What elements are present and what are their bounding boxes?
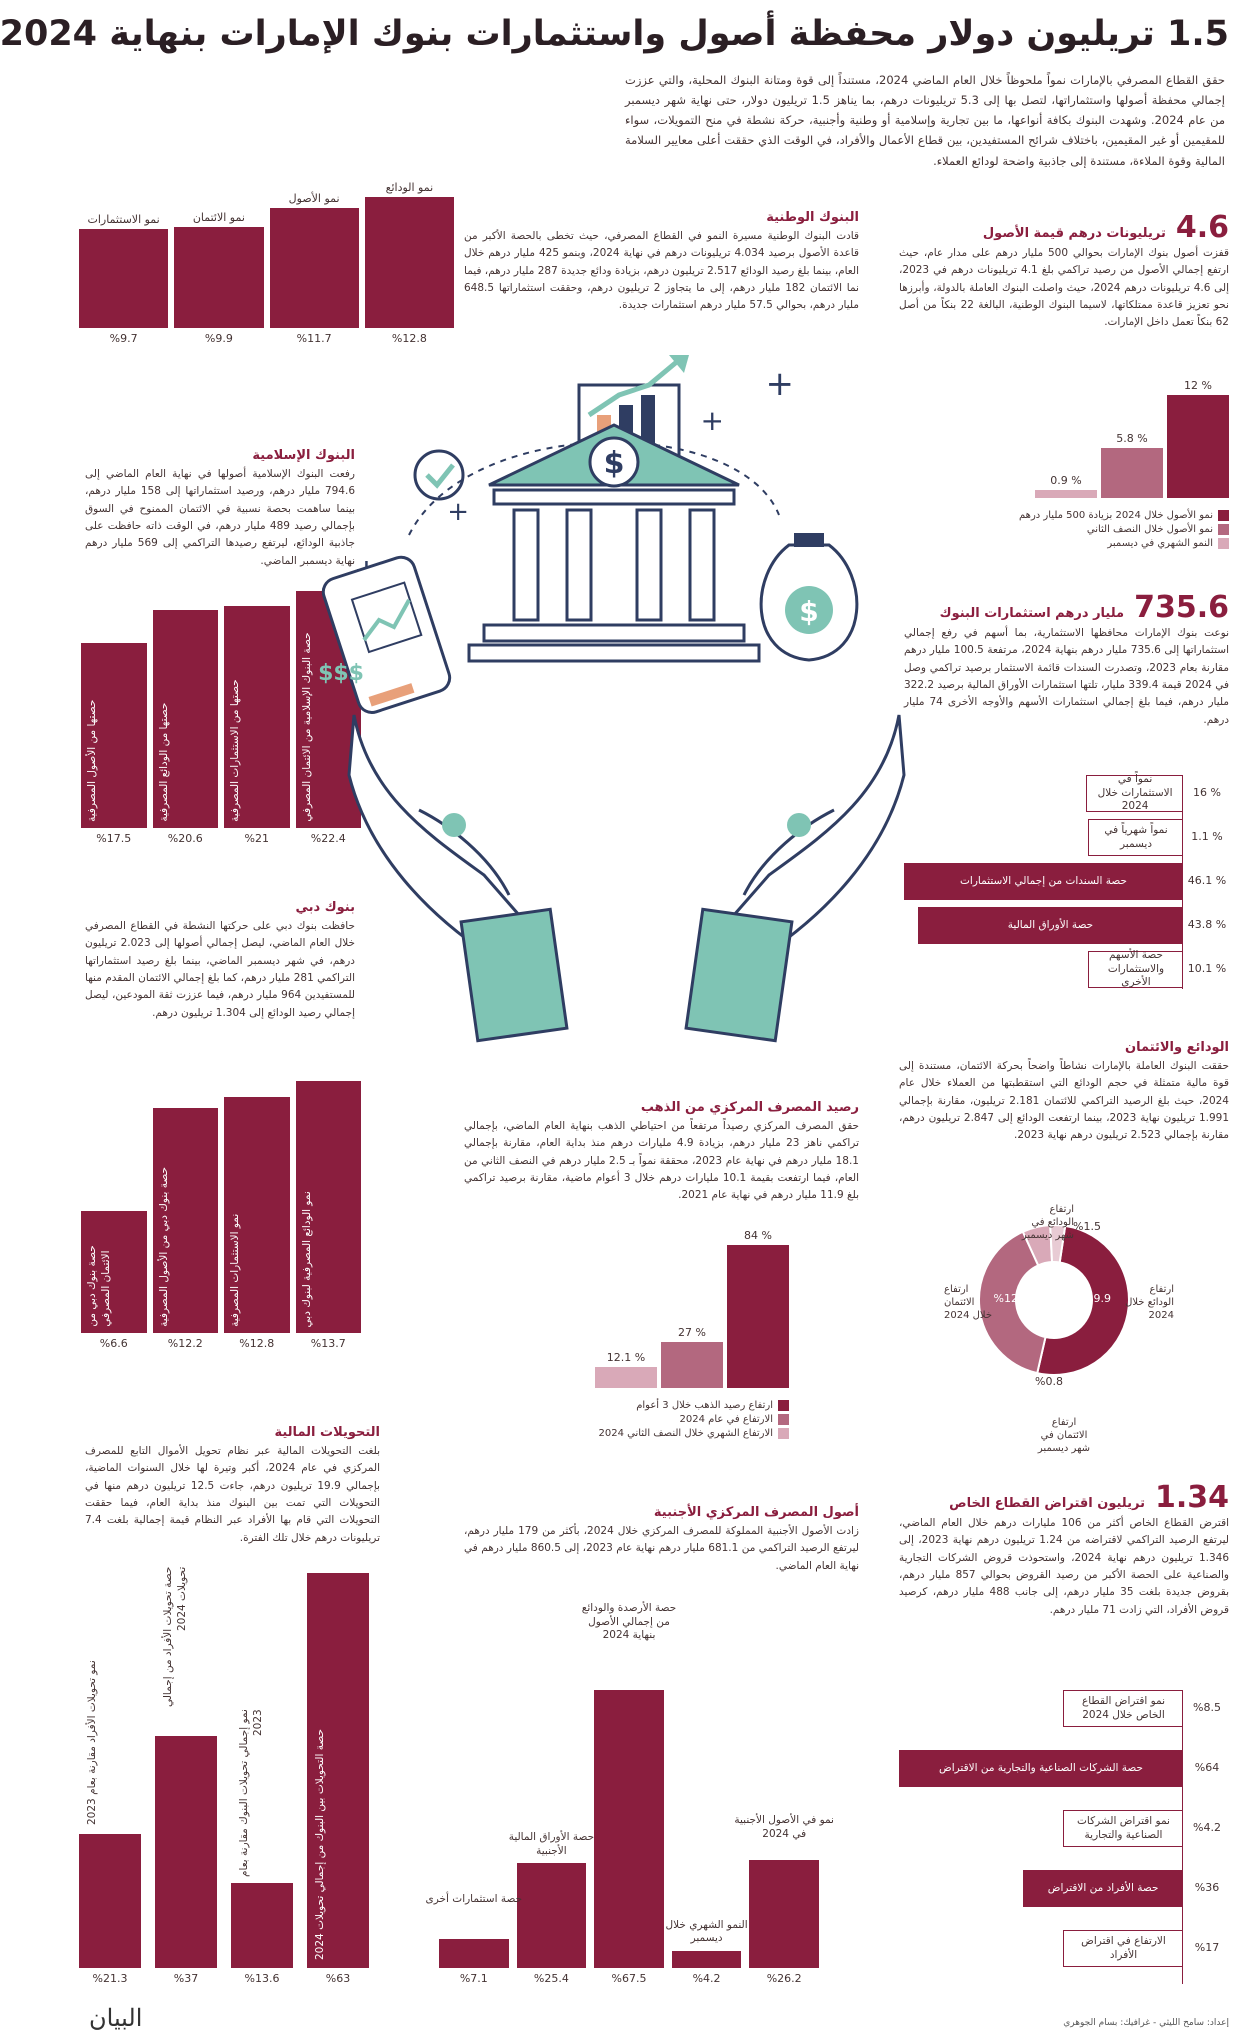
bar-value-label: % 1.1 <box>1191 830 1223 843</box>
bar-category-label: حصتها من الاستثمارات المصرفية <box>229 679 241 822</box>
bar-value-label: %12.8 <box>239 1337 275 1350</box>
bar-value-label: %9.9 <box>204 332 233 345</box>
legend-item: الارتفاع في عام 2024 <box>539 1414 789 1425</box>
donut-value-label: %1.5 <box>1073 1220 1101 1233</box>
bar-value-label: % 43.8 <box>1187 918 1227 931</box>
chart-bar-outline: حصة الأسهم والاستثمارات الأخرى <box>1088 951 1183 988</box>
bar-value-label: %20.6 <box>167 832 203 845</box>
chart-bar <box>365 197 454 328</box>
dubai-text: حافظت بنوك دبي على حركتها النشطة في القطاع المصرفي خلال العام الماضي، ليصل إجمالي أصولها إلى 2.023 تريليون درهم، في شهر ديسمبر الماضي، بينما بلغ رصيد استثماراتها التراكمي 281 مليار درهم، كما بلغ إجمالي الائتمان المقدم منها للمستفيدين 964 مليار درهم، فيما عززت ثقة المودعين، ليصل إجمالي رصيد الودائع إلى 1.304 تريليون درهم. <box>85 920 355 1019</box>
donut-category-label: ارتفاع الائتمان خلال 2024 <box>944 1284 993 1321</box>
svg-text:+: + <box>700 404 724 437</box>
islamic-text: رفعت البنوك الإسلامية أصولها في نهاية العام الماضي إلى 794.6 مليار درهم، ورصيد استثماراتها إلى 158 مليار درهم، بينما ساهمت بحصة نسبية في الائتمان الممنوح في السوق بإجمالي رصيد 489 مليار درهم، في الوقت ذاته حافظت على جاذبية الودائع، ليرتفع رصيدها التراكمي إلى 569 مليار درهم نهاية ديسمبر الماضي. <box>85 468 355 567</box>
bar-category-label: حصتها من الأصول المصرفية <box>86 699 98 822</box>
donut-value-label: %12.8 <box>993 1292 1029 1305</box>
assets-chart <box>899 375 1229 500</box>
chart-axis <box>1182 1690 1183 1984</box>
investments-section <box>904 590 1229 729</box>
assets-legend <box>899 510 1229 552</box>
private-chart <box>899 1690 1229 1990</box>
islamic-heading: البنوك الإسلامية <box>252 448 355 463</box>
chart-bar <box>595 1367 657 1388</box>
dubai-chart <box>81 1075 361 1355</box>
chart-bar-outline: نمو اقتراض الشركات الصناعية والتجارية <box>1063 1810 1183 1847</box>
national-chart <box>79 175 454 350</box>
bar-category-label: نمو إجمالي تحويلات البنوك مقارنة بعام 2023 <box>238 1708 265 1877</box>
svg-text:+: + <box>765 364 794 404</box>
bar-category-label: حصة تحويلات الأفراد من إجمالي تحويلات 2024 <box>162 1567 189 1708</box>
bar-value-label: %63 <box>325 1972 351 1985</box>
chart-axis <box>1182 775 1183 989</box>
donut-value-label: %0.8 <box>1035 1375 1063 1388</box>
gold-section <box>464 1100 859 1205</box>
gold-legend <box>539 1400 789 1442</box>
deposits-text: حققت البنوك العاملة بالإمارات نشاطاً واضحاً بحركة الائتمان، مستندة إلى قوة مالية متمثلة في حجم الودائع التي استقطبتها من العملاء خلال عام 2024، حيث بلغ الرصيد التراكمي للائتمان 2.181 تريليون، مقارنة بإجمالي 1.991 تريليون نهاية 2023، بينما ارتفعت الودائع إلى 2.847 تريليون درهم، مقارنة بإجمالي 2.523 تريليون درهم نهاية 2023. <box>899 1060 1229 1142</box>
chart-bar <box>517 1863 587 1968</box>
bar-value-label: %13.7 <box>310 1337 346 1350</box>
bar-value-label: % 5.8 <box>1116 432 1148 446</box>
chart-bar <box>661 1342 723 1388</box>
chart-bar <box>79 1834 141 1968</box>
investments-heading: مليار درهم استثمارات البنوك <box>939 606 1125 621</box>
bar-value-label: %21 <box>244 832 269 845</box>
bar-value-label: %4.2 <box>692 1972 721 1985</box>
chart-bar-outline: نمواً شهرياً في ديسمبر <box>1088 819 1183 856</box>
gold-heading: رصيد المصرف المركزي من الذهب <box>640 1100 859 1115</box>
chart-bar <box>1167 395 1229 498</box>
chart-bar <box>439 1939 509 1968</box>
bar-category-label: حصة استثمارات أخرى <box>425 1892 523 1905</box>
bar-category-label: حصة الأوراق المالية الأجنبية <box>508 1831 595 1858</box>
bar-category-label: نمو في الأصول الأجنبية في 2024 <box>734 1814 834 1840</box>
bar-category-label: حصتها من الودائع المصرفية <box>157 703 170 822</box>
bar-value-label: %4.2 <box>1193 1821 1221 1834</box>
investments-chart <box>904 775 1229 995</box>
private-big-number: 1.34 <box>1154 1480 1229 1515</box>
deposits-donut-chart <box>899 1180 1229 1454</box>
chart-bar <box>672 1951 742 1968</box>
money-bag-icon <box>761 533 857 660</box>
bar-value-label: % 12 <box>1184 379 1212 392</box>
donut-category-label: ارتفاع الائتمان في شهر ديسمبر <box>1037 1417 1091 1454</box>
bar-category-label: نمو الائتمان <box>192 210 245 224</box>
bar-category-label: حصة التحويلات بين البنوك من إجمالي تحويلات 2024 <box>314 1729 326 1960</box>
deposits-section <box>899 1040 1229 1145</box>
transfers-heading: التحويلات المالية <box>274 1425 380 1440</box>
dubai-heading: بنوك دبي <box>295 900 355 915</box>
chart-bar <box>270 208 359 328</box>
bar-value-label: %8.5 <box>1193 1701 1221 1714</box>
chart-bar: حصة الأفراد من الاقتراض <box>1023 1870 1183 1907</box>
bar-category-label: نمو الأصول <box>288 192 340 206</box>
assets-heading: تريليونات درهم قيمة الأصول <box>982 226 1166 241</box>
svg-text:$: $ <box>799 595 819 628</box>
svg-text:+: + <box>447 497 469 527</box>
bar-value-label: % 84 <box>744 1229 772 1242</box>
chart-bar <box>231 1883 293 1968</box>
chart-bar <box>79 229 168 328</box>
intro-paragraph: حقق القطاع المصرفي بالإمارات نمواً ملحوظاً خلال العام الماضي 2024، مستنداً إلى قوة ومتانة البنوك المحلية، والتي عززت إجمالي محفظة أصولها واستثماراتها، لتصل بها إلى 5.3 تريليونات درهم، بما يناهز 1.5 تريليون دولار، حتى نهاية شهر ديسمبر من عام 2024. وشهدت البنوك بكافة أنواعها، ما بين تجارية وإسلامية أو وطنية وأجنبية، حركة نشطة في منح التمويلات، سواء للمقيمين أو غير المقيمين، باختلاف شرائح المستفيدين، بين قطاع الأعمال والأفراد، في الوقت الذي حققت أعلى معايير السلامة المالية وقوة الملاءة، مستندة إلى جاذبية واضحة لودائع العملاء. <box>625 73 1225 168</box>
bar-category-label: حصة البنوك الإسلامية من الائتمان المصرفي <box>300 632 313 822</box>
bar-value-label: %67.5 <box>611 1972 647 1985</box>
credit-line: إعداد: سامح الليثي - غرافيك: بسام الجوهري <box>1063 2018 1229 2028</box>
chart-bar <box>594 1690 664 1968</box>
bar-value-label: %12.8 <box>391 332 427 345</box>
assets-big-number: 4.6 <box>1175 210 1229 245</box>
legend-item: نمو الأصول خلال 2024 بزيادة 500 مليار درهم <box>899 510 1229 521</box>
bar-value-label: %37 <box>173 1972 199 1985</box>
bar-category-label: نمو الاستثمارات <box>87 212 160 226</box>
bar-category-label: نمو الودائع المصرفية لبنوك دبي <box>300 1190 313 1327</box>
foreign-chart <box>425 1595 834 1990</box>
svg-text:$$$: $$$ <box>318 661 364 686</box>
bar-value-label: % 27 <box>678 1326 706 1340</box>
chart-bar <box>174 227 263 328</box>
private-text: اقترض القطاع الخاص أكثر من 106 مليارات درهم خلال العام الماضي، ليرتفع الرصيد التراكمي لاقتراضه من 1.24 تريليون درهم نهاية 2023، إلى 1.346 تريليون درهم نهاية 2024، واستحوذت قروض الشركات التجارية والصناعية على الحصة الأكبر من رصيد القروض بحوالي 857 مليار درهم، بقروض جديدة بلغت 35 مليار درهم، إلى جانب 488 مليار درهم، كرصيد قروض الأفراد، التي زادت 71 مليار درهم. <box>899 1517 1229 1616</box>
bar-value-label: %26.2 <box>766 1972 802 1985</box>
page-title: 1.5 تريليون دولار محفظة أصول واستثمارات بنوك الإمارات بنهاية 2024 <box>0 14 1229 54</box>
check-icon <box>415 451 463 499</box>
dubai-section <box>85 900 355 1022</box>
publisher-logo: البيان <box>89 2004 143 2032</box>
chart-bar: حصة الأوراق المالية <box>918 907 1183 944</box>
svg-text:$: $ <box>603 446 625 481</box>
foreign-text: زادت الأصول الأجنبية المملوكة للمصرف المركزي خلال 2024، بأكثر من 179 مليار درهم، ليرتفع الرصيد التراكمي من 681.1 مليار درهم نهاية عام 2023، إلى 860.5 مليار درهم في نهاية العام الماضي. <box>464 1525 859 1572</box>
bar-value-label: %22.4 <box>310 832 346 845</box>
investments-text: نوعت بنوك الإمارات محافظها الاستثمارية، بما أسهم في رفع إجمالي استثماراتها إلى 735.6 مليار درهم بنهاية 2024، مرتفعة 100.5 مليار درهم مقارنة بعام 2023، وتصدرت السندات قائمة الاستثمار برصيد تراكمي وصل في 2024 قيمة 339.4 مليار، تلتها استثمارات الأوراق المالية برصيد 322.2 مليار درهم، فيما بلغ إجمالي استثمارات الأسهم والأوجه الأخرى 74 مليار درهم. <box>904 627 1229 726</box>
donut-category-label: ارتفاع الودائع في شهر ديسمبر <box>1021 1204 1074 1241</box>
bar-category-label: حصة الأرصدة والودائع من إجمالي الأصول بنهاية 2024 <box>581 1602 677 1642</box>
legend-item: النمو الشهري في ديسمبر <box>899 538 1229 549</box>
chart-bar <box>155 1736 217 1968</box>
bar-value-label: %11.7 <box>296 332 332 345</box>
national-section <box>464 210 859 315</box>
legend-item: ارتفاع رصيد الذهب خلال 3 أعوام <box>539 1400 789 1411</box>
chart-bar-outline: نمو اقتراض القطاع الخاص خلال 2024 <box>1063 1690 1183 1727</box>
bar-value-label: %17.5 <box>96 832 132 845</box>
assets-text: قفزت أصول بنوك الإمارات بحوالي 500 مليار درهم على مدار عام، حيث ارتفع إجمالي الأصول من رصيد تراكمي بلغ 4.1 تريليونات درهم في 2023، إلى 4.6 تريليونات درهم 2024، حيث واصلت البنوك العاملة بالدولة، وأبرزها نحو تعزيز قاعدة ممتلكاتها، لاسيما البنوك الوطنية، البالغة 22 بنكاً من أصل 62 بنكاً تعمل داخل الإمارات. <box>899 247 1229 329</box>
bar-value-label: %17 <box>1194 1941 1220 1954</box>
national-text: قادت البنوك الوطنية مسيرة النمو في القطاع المصرفي، حيث تخطى بالحصة الأكبر من قاعدة الأصول برصيد 4.034 تريليونات درهم في نهاية 2024، وبنمو 425 مليار درهم خلال العام، بينما بلغ رصيد الودائع 2.517 تريليون درهم، بزيادة ودائع جديدة 287 مليار درهم، فيما نما الائتمان 182 مليار درهم، إلى ما يتجاوز 2 تريليون درهم، وحققت استثماراتها 648.5 مليار درهم، بحوالي 57.5 مليار درهم استثمارات جديدة. <box>464 230 859 312</box>
bar-category-label: حصة بنوك دبي من الأصول المصرفية <box>157 1167 170 1327</box>
bar-value-label: %64 <box>1194 1761 1220 1774</box>
donut-value-label: %9.9 <box>1083 1292 1111 1305</box>
transfers-chart <box>79 1565 369 1990</box>
left-hand-icon <box>349 715 567 1041</box>
bar-value-label: % 46.1 <box>1187 874 1227 887</box>
bar-value-label: %6.6 <box>99 1337 128 1350</box>
bar-category-label: حصة بنوك دبي من الائتمان المصرفي <box>86 1245 113 1327</box>
chart-bar-outline: نمواً في الاستثمارات خلال 2024 <box>1086 775 1183 812</box>
bar-value-label: %25.4 <box>533 1972 569 1985</box>
bar-value-label: % 16 <box>1193 786 1221 799</box>
transfers-section <box>85 1425 380 1547</box>
bar-value-label: % 10.1 <box>1187 962 1227 975</box>
chart-bar-outline: الارتفاع في اقتراض الأفراد <box>1063 1930 1183 1967</box>
bar-value-label: %21.3 <box>92 1972 128 1985</box>
legend-item: الارتفاع الشهري خلال النصف الثاني 2024 <box>539 1428 789 1439</box>
bar-category-label: نمو الودائع <box>385 181 434 195</box>
gold-text: حقق المصرف المركزي رصيداً مرتفعاً من احتياطي الذهب بنهاية العام الماضي، بإجمالي تراكمي ناهز 23 مليار درهم، بزيادة 4.9 مليارات درهم منذ بداية العام، مقارنة بإجمالي 18.1 مليار درهم في نهاية عام 2023، محققة نمواً بـ 2.5 مليار درهم في النصف الثاني من العام، فيما ارتفعت بقيمة 10.1 مليارات درهم خلال 3 أعوام ماضية، مقارنة برصيد تراكمي بلغ 11.9 مليار درهم في نهاية عام 2021. <box>464 1120 859 1202</box>
bar-value-label: %36 <box>1194 1881 1220 1894</box>
chart-bar <box>727 1245 789 1388</box>
islamic-section <box>85 448 355 570</box>
bar-value-label: % 12.1 <box>606 1351 646 1365</box>
bar-category-label: نمو الاستثمارات المصرفية <box>229 1213 241 1327</box>
bar-value-label: %7.1 <box>459 1972 488 1985</box>
private-section <box>899 1480 1229 1619</box>
foreign-section <box>464 1505 859 1575</box>
bar-value-label: %13.6 <box>244 1972 280 1985</box>
chart-bar: حصة الشركات الصناعية والتجارية من الاقتراض <box>899 1750 1183 1787</box>
assets-section <box>899 210 1229 332</box>
bar-category-label: النمو الشهري خلال ديسمبر <box>665 1918 748 1945</box>
islamic-chart <box>81 585 361 850</box>
chart-bar <box>1035 490 1097 498</box>
legend-item: نمو الأصول خلال النصف الثاني <box>899 524 1229 535</box>
right-hand-icon <box>686 715 904 1041</box>
bar-value-label: %12.2 <box>167 1337 203 1350</box>
gold-chart <box>539 1225 789 1390</box>
bar-value-label: %9.7 <box>109 332 138 345</box>
investments-big-number: 735.6 <box>1134 590 1229 625</box>
deposits-heading: الودائع والائتمان <box>1125 1040 1229 1055</box>
private-heading: تريليون اقتراض القطاع الخاص <box>949 1496 1145 1511</box>
chart-bar <box>1101 448 1163 498</box>
chart-bar: حصة السندات من إجمالي الاستثمارات <box>904 863 1183 900</box>
donut-category-label: ارتفاع الودائع خلال 2024 <box>1125 1284 1174 1321</box>
bar-value-label: % 0.9 <box>1050 474 1082 488</box>
national-heading: البنوك الوطنية <box>766 210 859 225</box>
transfers-text: بلغت التحويلات المالية عبر نظام تحويل الأموال التابع للمصرف المركزي في عام 2024، أكبر وتيرة لها خلال السنوات الماضية، بإجمالي 19.9 تريليون درهم، جاءت 12.5 تريليون درهم منها في التحويلات التي تمت بين البنوك منذ بداية العام، فيما حققت التحويلات التي قام بها الأفراد عبر النظام قيمة إجمالية بلغت 7.4 تريليونات درهم خلال تلك الفترة. <box>85 1445 380 1544</box>
bar-category-label: نمو تحويلات الأفراد مقارنة بعام 2023 <box>86 1660 98 1826</box>
foreign-heading: أصول المصرف المركزي الأجنبية <box>653 1505 859 1520</box>
chart-bar <box>749 1860 819 1968</box>
